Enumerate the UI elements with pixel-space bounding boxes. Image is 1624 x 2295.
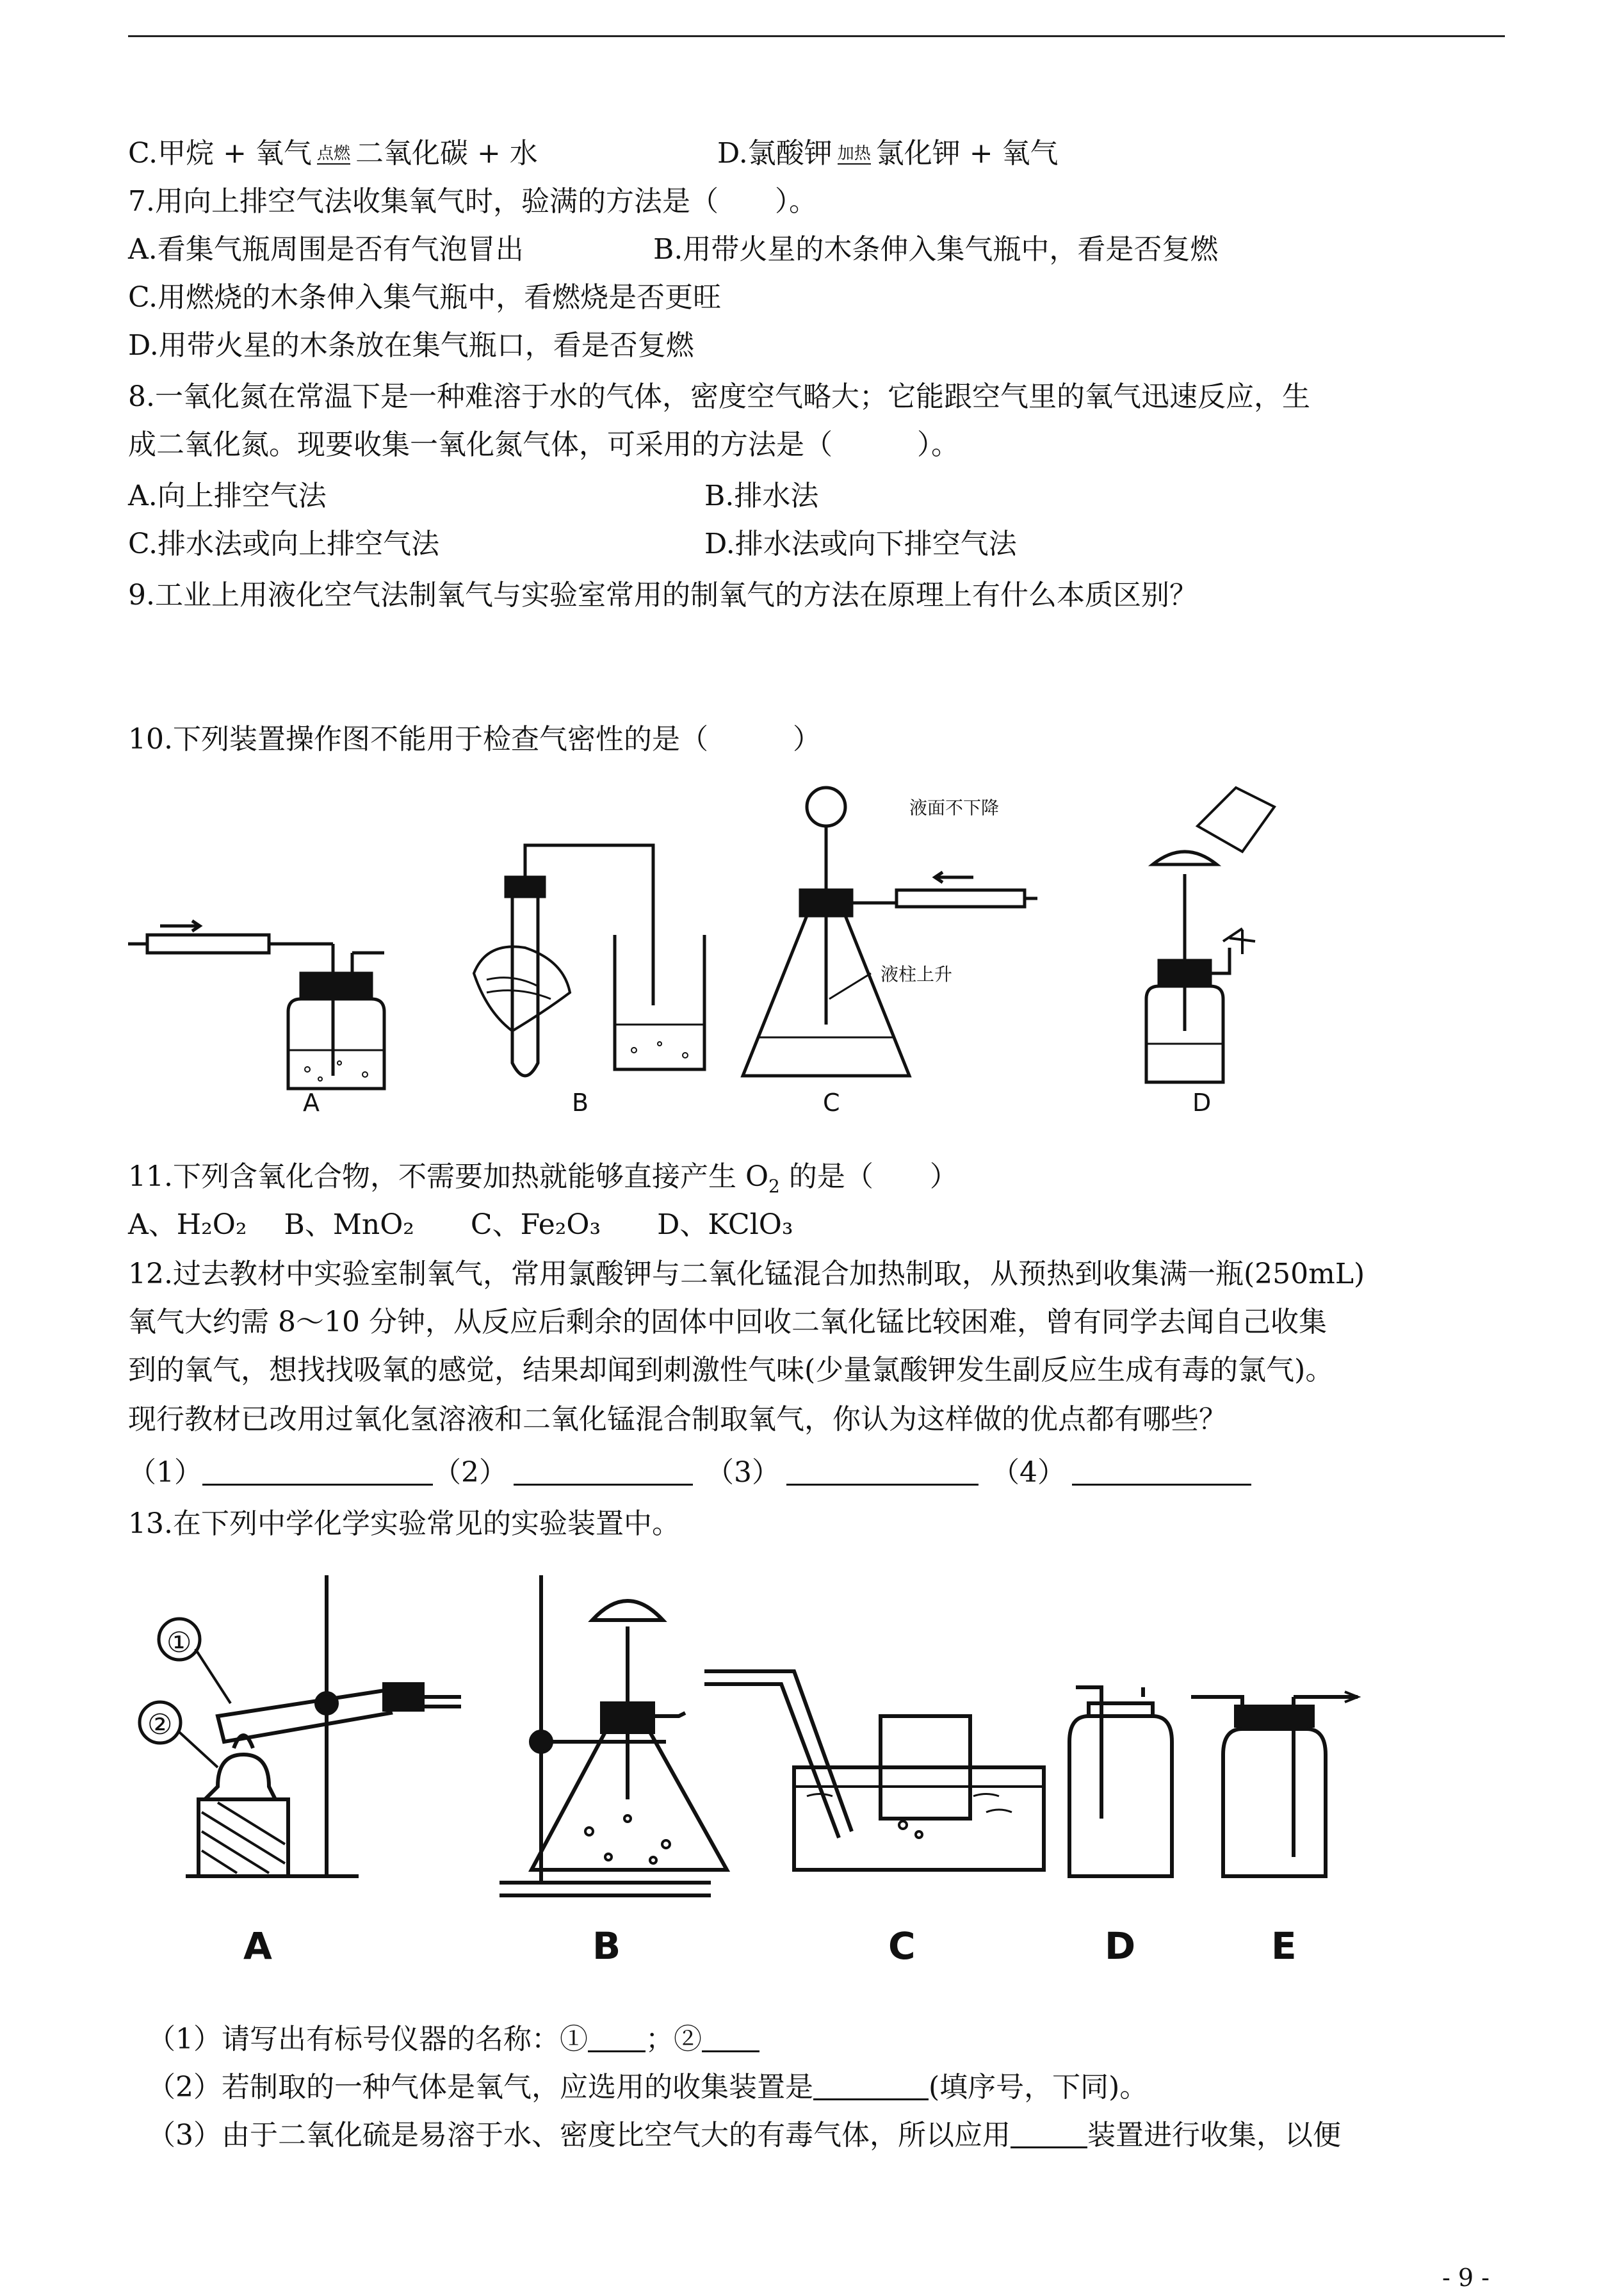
q6-option-d-condition: 加热: [837, 144, 871, 163]
q10-stem: 10.下列装置操作图不能用于检查气密性的是（ ）: [128, 723, 821, 756]
page-number: - 9 -: [1441, 2264, 1490, 2292]
q10-label-a: A: [303, 1089, 320, 1117]
q13-apparatus-e: [1191, 1692, 1358, 1876]
q11-stem-sub: 2: [768, 1175, 780, 1197]
q13-apparatus-a: [140, 1575, 461, 1876]
header-rule: [128, 35, 1505, 37]
q7-option-c: C.用燃烧的木条伸入集气瓶中，看燃烧是否更旺: [128, 281, 722, 314]
q11-stem-pre: 11.下列含氧化合物，不需要加热就能够直接产生 O: [128, 1160, 769, 1193]
q6-option-c-condition: 点燃: [316, 144, 350, 163]
q12-blank-3-label: （3）: [706, 1456, 780, 1489]
q10-annotation-c: 液柱上升: [881, 964, 953, 985]
q12-blank-3[interactable]: [786, 1456, 978, 1486]
q13-sub3: [147, 2116, 1341, 2155]
q11-options: A、H₂O₂ B、MnO₂ C、Fe₂O₃ D、KClO₃: [128, 1208, 793, 1241]
q7-option-a: A.看集气瓶周围是否有气泡冒出: [128, 233, 524, 266]
q10-label-b: B: [572, 1089, 589, 1117]
q10-annotation-d: 液面不下降: [909, 797, 1000, 818]
q13-apparatus-b: [499, 1575, 727, 1895]
q13-sub1-blank-1[interactable]: [588, 2022, 646, 2052]
q10-label-d: D: [1192, 1089, 1212, 1117]
q9-stem: 9.工业上用液化空气法制氧气与实验室常用的制氧气的方法在原理上有什么本质区别？: [128, 579, 1198, 612]
q13-sub2-pre: （2）若制取的一种气体是氧气，应选用的收集装置是: [147, 2071, 813, 2104]
q13-sub2: [147, 2068, 1148, 2107]
q10-label-c: C: [823, 1089, 840, 1117]
q12-line4: 现行教材已改用过氧化氢溶液和二氧化锰混合制取氧气，你认为这样做的优点都有哪些？: [128, 1403, 1227, 1436]
q10-apparatus-b: [474, 845, 704, 1076]
q8-option-c: C.排水法或向上排空气法: [128, 528, 440, 560]
q6-option-d-left: D.氯酸钾: [717, 137, 832, 170]
q13-marker-1: ①: [166, 1626, 192, 1659]
q8-option-a: A.向上排空气法: [128, 480, 327, 512]
q11-stem: [128, 1158, 958, 1206]
q13-sub1-blank-2[interactable]: [702, 2022, 759, 2052]
q13-label-b: B: [592, 1924, 621, 1968]
q13-sub2-post: (填序号，下同)。: [929, 2071, 1148, 2104]
q6-option-c-left: C.甲烷 + 氧气: [128, 137, 312, 170]
q13-marker-2: ②: [147, 1708, 173, 1741]
q12-line2: 氧气大约需 8～10 分钟，从反应后剩余的固体中回收二氧化锰比较困难，曾有同学去闻自己收集: [128, 1306, 1327, 1338]
q8-stem-line1: 8.一氧化氮在常温下是一种难溶于水的气体，密度空气略大；它能跟空气里的氧气迅速反应，生: [128, 380, 1310, 413]
q7-stem: 7.用向上排空气法收集氧气时，验满的方法是（ ）。: [128, 185, 817, 218]
q12-line3: 到的氧气，想找找吸氧的感觉，结果却闻到刺激性气味(少量氯酸钾发生副反应生成有毒的氯气)。: [128, 1354, 1334, 1386]
q12-blank-2[interactable]: [514, 1456, 693, 1486]
q13-apparatus-c: [704, 1671, 1044, 1870]
q10-apparatus-a: [128, 921, 384, 1089]
q10-apparatus-d: [1146, 788, 1274, 1082]
q12-answer-blanks: [128, 1454, 1251, 1492]
q13-sub1-pre: （1）请写出有标号仪器的名称：①: [147, 2023, 588, 2056]
q13-sub3-pre: （3）由于二氧化硫是易溶于水、密度比空气大的有毒气体，所以应用: [147, 2119, 1011, 2152]
q13-apparatus-d: [1069, 1687, 1172, 1876]
q13-sub2-blank[interactable]: [813, 2070, 929, 2100]
q13-label-a: A: [243, 1924, 272, 1968]
q13-sub3-post: 装置进行收集，以便: [1087, 2119, 1341, 2152]
q12-blank-4-label: （4）: [991, 1456, 1066, 1489]
q8-option-d: D.排水法或向下排空气法: [704, 528, 1017, 560]
q11-stem-post: 的是（ ）: [779, 1160, 958, 1193]
q12-blank-1-label: （1）: [128, 1456, 202, 1489]
q8-option-b: B.排水法: [704, 480, 819, 512]
q6-option-c-right: 二氧化碳 + 水: [355, 137, 538, 170]
q13-sub3-blank[interactable]: [1011, 2118, 1087, 2148]
q13-label-d: D: [1105, 1924, 1136, 1968]
q12-blank-2-label: （2）: [433, 1456, 507, 1489]
q6-option-d: [717, 134, 1059, 173]
q10-apparatus-figure: [128, 781, 1294, 1127]
q8-stem-line2: 成二氧化氮。现要收集一氧化氮气体，可采用的方法是（ ）。: [128, 428, 959, 461]
q6-options-line: [128, 134, 538, 173]
q13-apparatus-figure: [141, 1575, 1422, 1908]
q6-option-d-right: 氯化钾 + 氧气: [875, 137, 1059, 170]
q13-stem: 13.在下列中学化学实验常见的实验装置中。: [128, 1507, 680, 1540]
q7-option-d: D.用带火星的木条放在集气瓶口，看是否复燃: [128, 329, 694, 362]
q13-label-c: C: [888, 1924, 916, 1968]
q13-sub1-mid: ；②: [646, 2023, 702, 2056]
q13-sub1: [147, 2020, 759, 2059]
q12-line1: 12.过去教材中实验室制氧气，常用氯酸钾与二氧化锰混合加热制取，从预热到收集满一瓶(250mL): [128, 1258, 1365, 1290]
q12-blank-1[interactable]: [202, 1456, 433, 1486]
q7-option-b: B.用带火星的木条伸入集气瓶中，看是否复燃: [653, 233, 1219, 266]
q12-blank-4[interactable]: [1072, 1456, 1251, 1486]
q10-apparatus-c: [743, 788, 1037, 1076]
q13-label-e: E: [1271, 1924, 1297, 1968]
